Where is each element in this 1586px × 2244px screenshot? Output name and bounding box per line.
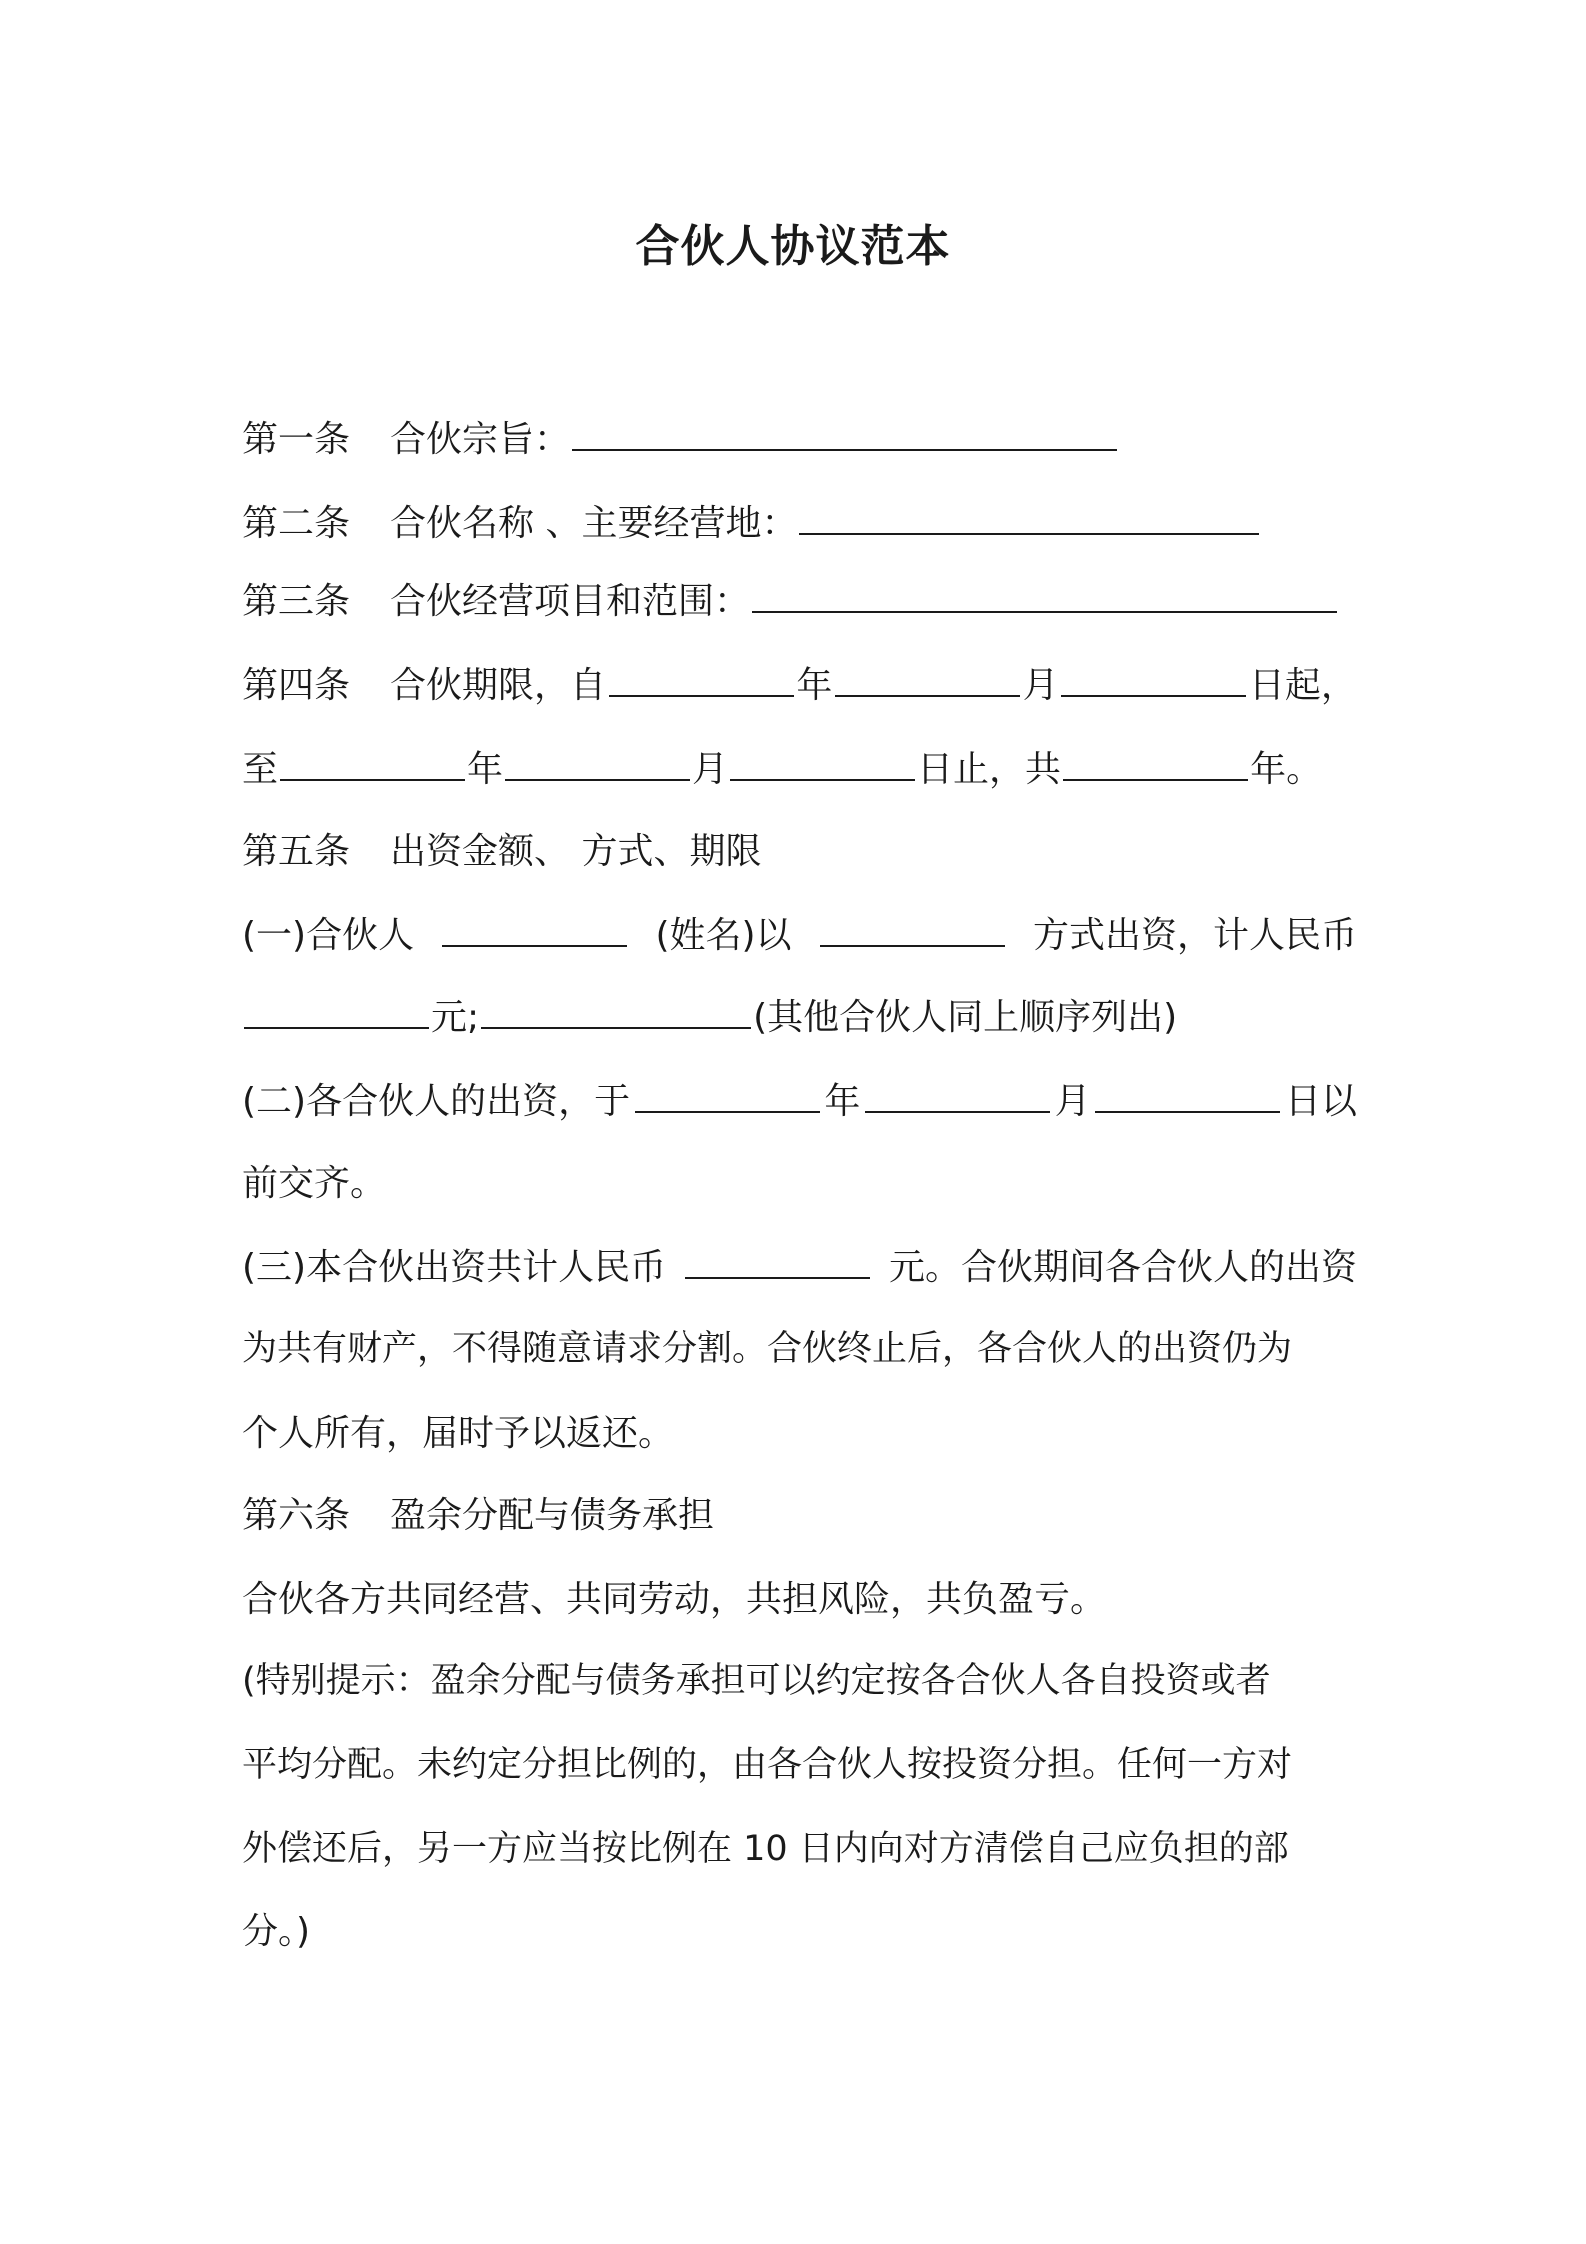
article-number: 第四条 bbox=[242, 665, 351, 706]
clause-5-1-cont bbox=[242, 996, 1357, 1039]
special-note-line-1 bbox=[242, 1660, 1357, 1702]
clause-5-3-end bbox=[242, 1412, 1357, 1455]
fill-blank bbox=[442, 915, 627, 947]
article-2 bbox=[242, 502, 1357, 545]
article-4-cont bbox=[242, 748, 1357, 791]
article-number: 第一条 bbox=[242, 419, 351, 460]
clause-text: 元。合伙期间各合伙人的出资 bbox=[888, 1247, 1357, 1288]
article-text: 合伙名称 、主要经营地： bbox=[390, 503, 798, 544]
article-number: 第六条 bbox=[242, 1495, 351, 1536]
article-text: 合伙经营项目和范围： bbox=[390, 581, 751, 622]
fill-blank bbox=[505, 749, 690, 781]
fill-blank bbox=[481, 997, 751, 1029]
article-number: 第二条 bbox=[242, 503, 351, 544]
text-year: 年 bbox=[796, 665, 833, 706]
fill-blank bbox=[1095, 1081, 1280, 1113]
fill-blank bbox=[685, 1247, 870, 1279]
fill-blank bbox=[730, 749, 915, 781]
fill-blank bbox=[835, 665, 1020, 697]
text-day-end: 日止，共 bbox=[917, 749, 1062, 790]
fill-blank bbox=[609, 665, 794, 697]
text-to: 至 bbox=[242, 749, 279, 790]
article-4 bbox=[242, 664, 1357, 707]
clause-5-2-cont bbox=[242, 1162, 1357, 1205]
clause-text: (其他合伙人同上顺序列出) bbox=[753, 997, 1178, 1038]
note-text: 外偿还后，另一方应当按比例在 10 日内向对方清偿自己应负担的部 bbox=[242, 1829, 1289, 1869]
clause-5-1 bbox=[242, 914, 1357, 957]
fill-blank bbox=[280, 749, 465, 781]
article-6-para bbox=[242, 1578, 1357, 1621]
paragraph-text: 合伙各方共同经营、共同劳动，共担风险，共负盈亏。 bbox=[242, 1579, 1107, 1620]
clause-text: (二)各合伙人的出资，于 bbox=[242, 1081, 631, 1122]
article-text: 合伙期限，自 bbox=[390, 665, 607, 706]
text-year: 年 bbox=[824, 1081, 861, 1122]
clause-text: 方式出资，计人民币 bbox=[1032, 915, 1357, 956]
article-3 bbox=[242, 580, 1357, 623]
article-number: 第三条 bbox=[242, 581, 351, 622]
clause-text: (一)合伙人 bbox=[242, 915, 415, 956]
note-text: (特别提示：盈余分配与债务承担可以约定按各合伙人各自投资或者 bbox=[242, 1661, 1271, 1701]
article-text: 出资金额、 方式、期限 bbox=[390, 831, 762, 872]
text-year-end: 年。 bbox=[1250, 749, 1323, 790]
article-text: 盈余分配与债务承担 bbox=[390, 1495, 715, 1536]
text-month: 月 bbox=[1022, 665, 1059, 706]
clause-text: 为共有财产，不得随意请求分割。合伙终止后，各合伙人的出资仍为 bbox=[242, 1329, 1293, 1369]
article-number: 第五条 bbox=[242, 831, 351, 872]
document-title: 合伙人协议范本 bbox=[635, 221, 951, 272]
fill-blank bbox=[635, 1081, 820, 1113]
article-text: 合伙宗旨： bbox=[390, 419, 571, 460]
article-5 bbox=[242, 830, 1357, 873]
note-text: 平均分配。未约定分担比例的，由各合伙人按投资分担。任何一方对 bbox=[242, 1745, 1293, 1785]
text-month: 月 bbox=[1054, 1081, 1091, 1122]
clause-text: 个人所有，届时予以返还。 bbox=[242, 1413, 675, 1454]
clause-text: (姓名)以 bbox=[655, 915, 792, 956]
fill-blank bbox=[572, 419, 1117, 451]
text-day: 日以 bbox=[1284, 1081, 1357, 1122]
article-6 bbox=[242, 1494, 1357, 1537]
fill-blank bbox=[799, 503, 1259, 535]
clause-text: (三)本合伙出资共计人民币 bbox=[242, 1247, 667, 1288]
text-year: 年 bbox=[467, 749, 504, 790]
fill-blank bbox=[865, 1081, 1050, 1113]
text-month: 月 bbox=[692, 749, 729, 790]
fill-blank bbox=[820, 915, 1005, 947]
clause-text: 元; bbox=[431, 997, 480, 1038]
text-day-start: 日起， bbox=[1248, 665, 1357, 706]
fill-blank bbox=[1063, 749, 1248, 781]
special-note-line-4 bbox=[242, 1910, 1357, 1953]
clause-5-3 bbox=[242, 1246, 1357, 1289]
fill-blank bbox=[1061, 665, 1246, 697]
article-1 bbox=[242, 418, 1357, 461]
special-note-line-2 bbox=[242, 1744, 1357, 1786]
special-note-line-3 bbox=[242, 1828, 1357, 1870]
clause-5-2 bbox=[242, 1080, 1357, 1123]
fill-blank bbox=[244, 997, 429, 1029]
note-text: 分。) bbox=[242, 1911, 311, 1952]
fill-blank bbox=[752, 581, 1337, 613]
clause-text: 前交齐。 bbox=[242, 1163, 387, 1204]
clause-5-3-cont bbox=[242, 1328, 1357, 1370]
